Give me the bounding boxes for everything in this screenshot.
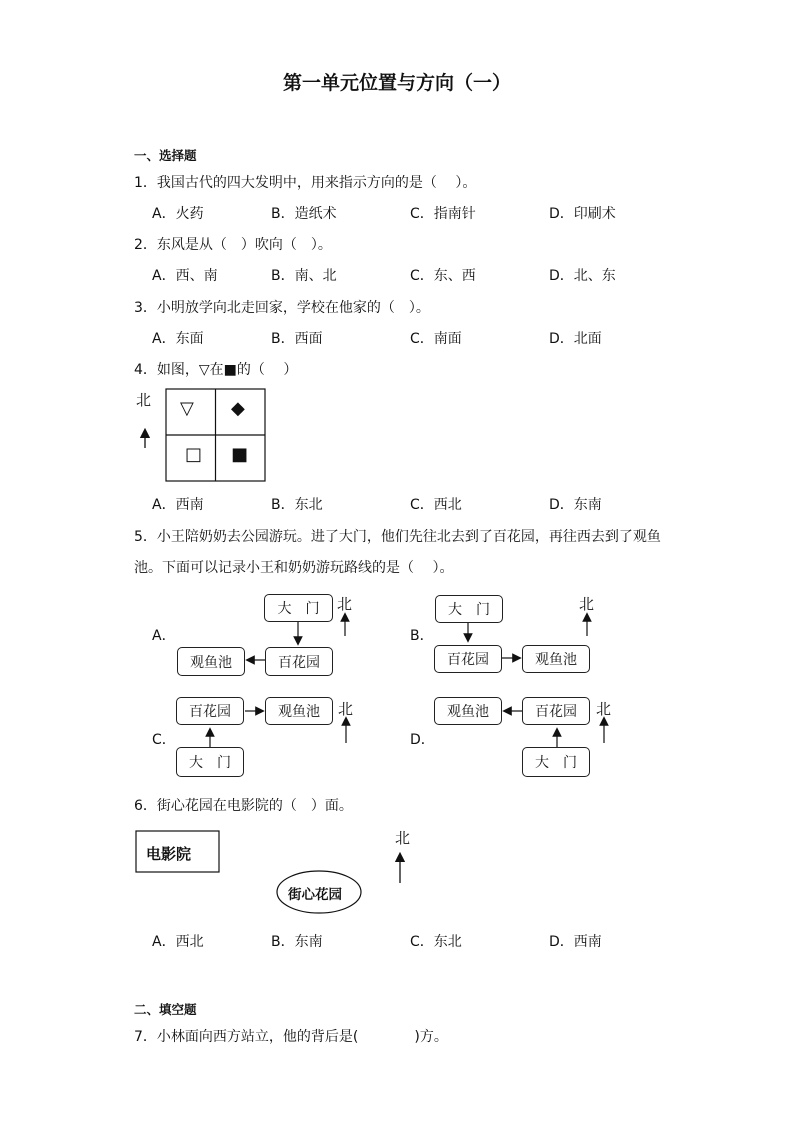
q6-north-label: 北 — [395, 829, 411, 847]
grid-cell-triangle: ▽ — [180, 398, 194, 419]
question-6-text: 6．街心花园在电影院的（ ）面。 — [134, 798, 353, 814]
q5a-garden-box: 百花园 — [265, 647, 333, 676]
q6-option-c[interactable]: C．东北 — [410, 934, 462, 950]
question-2-text: 2．东风是从（ ）吹向（ ）。 — [134, 237, 332, 253]
q2-option-b[interactable]: B．南、北 — [271, 268, 337, 284]
grid-cell-hollow-square: □ — [185, 444, 203, 465]
q5c-north-label: 北 — [338, 700, 354, 718]
q5-option-a-label[interactable]: A． — [152, 628, 176, 644]
q3-option-b[interactable]: B．西面 — [271, 331, 323, 347]
question-7-text: 7．小林面向西方站立，他的背后是( )方。 — [134, 1029, 448, 1045]
q5b-gate-box: 大 门 — [435, 595, 503, 623]
q5a-gate-box: 大 门 — [264, 594, 333, 622]
q6-cinema-label: 电影院 — [146, 845, 192, 863]
q5b-garden-box: 百花园 — [434, 645, 502, 673]
q5-option-c-label[interactable]: C． — [152, 732, 176, 748]
question-5-text-line2: 池。下面可以记录小王和奶奶游玩路线的是（ ）。 — [134, 560, 454, 576]
q5a-north-label: 北 — [337, 595, 353, 613]
question-5-text-line1: 5．小王陪奶奶去公园游玩。进了大门，他们先往北去到了百花园，再往西去到了观鱼 — [134, 529, 661, 545]
q1-option-a[interactable]: A．火药 — [152, 206, 204, 222]
grid-cell-filled-square: ■ — [231, 444, 249, 465]
q4-north-label: 北 — [136, 391, 152, 409]
q3-option-a[interactable]: A．东面 — [152, 331, 204, 347]
q1-option-d[interactable]: D．印刷术 — [549, 206, 616, 222]
q5c-pond-box: 观鱼池 — [265, 697, 333, 725]
q4-option-d[interactable]: D．东南 — [549, 497, 602, 513]
question-1-text: 1．我国古代的四大发明中，用来指示方向的是（ ）。 — [134, 175, 477, 191]
q5c-garden-box: 百花园 — [176, 697, 244, 725]
q5-option-d-label[interactable]: D． — [410, 732, 435, 748]
section-heading-choice: 一、选择题 — [134, 148, 197, 163]
q6-street-garden-label: 街心花园 — [288, 887, 342, 903]
q1-option-c[interactable]: C．指南针 — [410, 206, 476, 222]
q5d-pond-box: 观鱼池 — [434, 697, 502, 725]
q5-option-b-label[interactable]: B． — [410, 628, 434, 644]
q3-option-c[interactable]: C．南面 — [410, 331, 462, 347]
q5c-gate-box: 大 门 — [176, 747, 244, 777]
q5d-garden-box: 百花园 — [522, 697, 590, 725]
grid-cell-diamond: ◆ — [231, 398, 245, 419]
q4-option-c[interactable]: C．西北 — [410, 497, 462, 513]
q6-option-b[interactable]: B．东南 — [271, 934, 323, 950]
q5d-gate-box: 大 门 — [522, 747, 590, 777]
q4-option-a[interactable]: A．西南 — [152, 497, 204, 513]
q2-option-d[interactable]: D．北、东 — [549, 268, 616, 284]
q5d-north-label: 北 — [596, 700, 612, 718]
q6-option-d[interactable]: D．西南 — [549, 934, 602, 950]
q1-option-b[interactable]: B．造纸术 — [271, 206, 337, 222]
q5b-north-label: 北 — [579, 595, 595, 613]
q2-option-c[interactable]: C．东、西 — [410, 268, 476, 284]
question-3-text: 3．小明放学向北走回家，学校在他家的（ ）。 — [134, 300, 430, 316]
page-title: 第一单元位置与方向（一） — [282, 72, 511, 94]
q6-option-a[interactable]: A．西北 — [152, 934, 204, 950]
q5a-pond-box: 观鱼池 — [177, 647, 245, 676]
question-4-text: 4．如图，▽在■的（ ） — [134, 362, 298, 378]
q4-option-b[interactable]: B．东北 — [271, 497, 323, 513]
section-heading-fill: 二、填空题 — [134, 1002, 197, 1017]
q3-option-d[interactable]: D．北面 — [549, 331, 602, 347]
q2-option-a[interactable]: A．西、南 — [152, 268, 218, 284]
q5b-pond-box: 观鱼池 — [522, 645, 590, 673]
